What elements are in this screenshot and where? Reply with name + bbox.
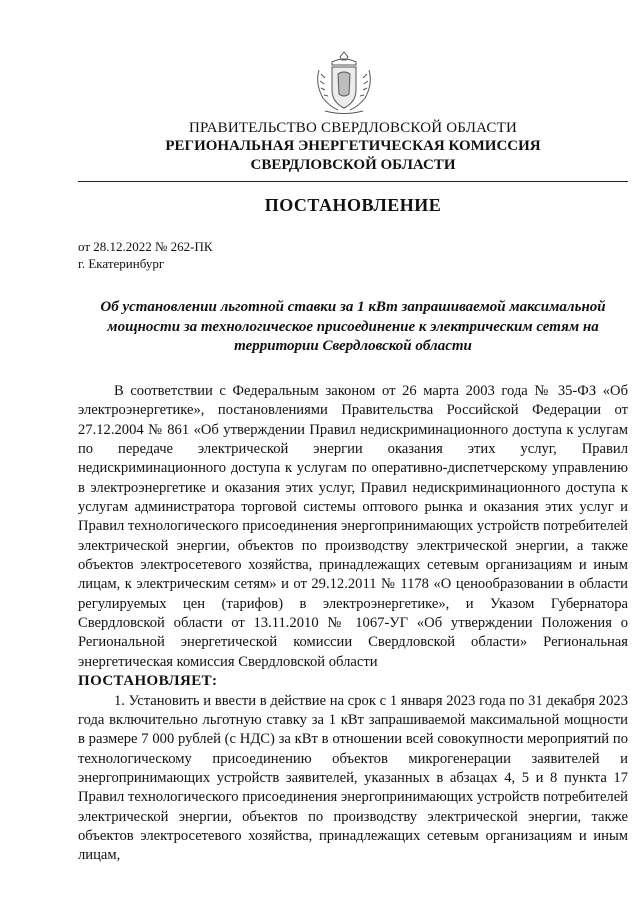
region-name: СВЕРДЛОВСКОЙ ОБЛАСТИ xyxy=(250,157,456,173)
item-1-paragraph: 1. Установить и ввести в действие на срок с 1 января 2023 года по 31 декабря 2023 года включительно льготную ставку за 1 кВт запрашиваемой максимальной мощности в размере 7 000 рублей (с НДС) за кВт в отношении всей совокупности мероприятий по технологическому присоединению объектов микрогенерации заявителей и энергопринимающих устройств заявителей, указанных в абзацах 4, 5 и 8 пункта 17 Правил технологического присоединения энергопринимающих устройств потребителей электрической энергии, объектов по производству электрической энергии, также объектов электросетевого хозяйства, принадлежащих сетевым организациям и иным лицам, xyxy=(78,692,628,864)
commission-name: РЕГИОНАЛЬНАЯ ЭНЕРГЕТИЧЕСКАЯ КОМИССИЯ xyxy=(165,138,541,154)
item-1-container xyxy=(78,692,628,887)
resolves-heading: ПОСТАНОВЛЯЕТ: xyxy=(78,673,218,690)
preamble-paragraph: В соответствии с Федеральным законом от 26 марта 2003 года № 35-ФЗ «Об электроэнергетике», постановлениями Правительства Российской Федерации от 27.12.2004 № 861 «Об утверждении Правил недискриминационного доступа к услугам по передаче электрической энергии оказания этих услуг, Правил недискриминационного доступа к услугам по оперативно-диспетчерскому управлению в электроэнергетике и оказания этих услуг, Правил недискриминационного доступа к услугам администратора торговой системы оптового рынка и оказания этих услуг и Правил технологического присоединения энергопринимающих устройств потребителей электрической энергии, объектов по производству электрической энергии, а также объектов электросетевого хозяйства, принадлежащих сетевым организациям и иным лицам, к электрическим сетям» и от 29.12.2011 № 1178 «О ценообразовании в области регулируемых цен (тарифов) в электроэнергетике», и Указом Губернатора Свердловской области от 13.11.2010 № 1067-УГ «Об утверждении Положения о Региональной энергетической комиссии Свердловской области» Региональная энергетическая комиссия Свердловской области xyxy=(78,383,628,670)
header-divider xyxy=(78,181,628,182)
document-body xyxy=(78,382,628,887)
government-name: ПРАВИТЕЛЬСТВО СВЕРДЛОВСКОЙ ОБЛАСТИ xyxy=(188,120,518,136)
document-title: Об установлении льготной ставки за 1 кВт запрашиваемой максимальной мощности за технологическое присоединение к электрическим сетям на территории Свердловской области xyxy=(100,299,606,354)
coat-of-arms-icon xyxy=(311,48,377,116)
document-date-number: от 28.12.2022 № 262-ПК xyxy=(78,239,213,254)
document-type: ПОСТАНОВЛЕНИЕ xyxy=(264,195,442,215)
document-city: г. Екатеринбург xyxy=(78,256,165,271)
